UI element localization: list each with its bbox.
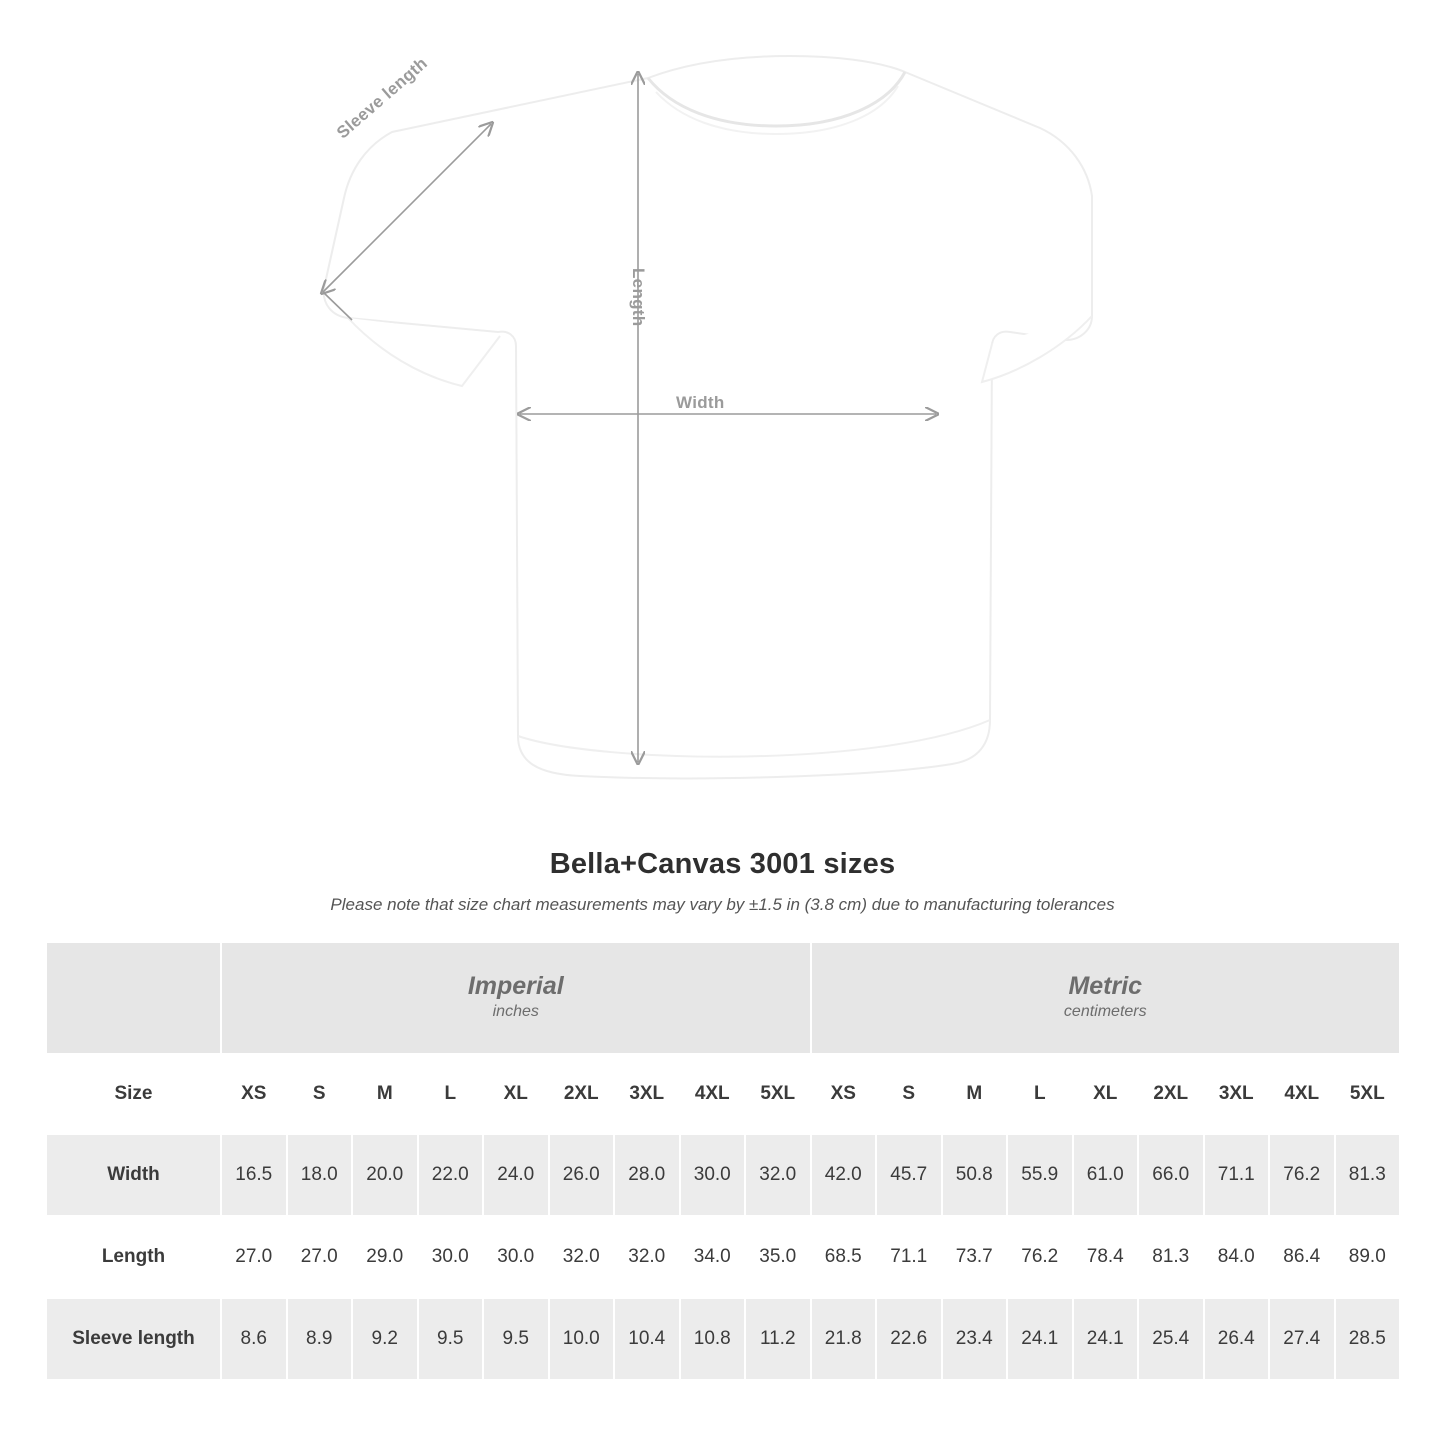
size-header-cell: XL: [483, 1054, 549, 1134]
unit-sub-imperial: inches: [492, 1003, 539, 1021]
size-header-cell: 2XL: [1138, 1054, 1204, 1134]
table-cell: 50.8: [942, 1134, 1008, 1216]
table-cell: 42.0: [811, 1134, 877, 1216]
unit-header-metric: [811, 942, 1401, 1054]
table-cell: 30.0: [483, 1216, 549, 1298]
size-table: [45, 941, 1401, 1381]
size-header-cell: 3XL: [1204, 1054, 1270, 1134]
table-cell: 45.7: [876, 1134, 942, 1216]
table-cell: 16.5: [221, 1134, 287, 1216]
table-cell: 24.0: [483, 1134, 549, 1216]
size-header-cell: XS: [221, 1054, 287, 1134]
table-cell: 76.2: [1269, 1134, 1335, 1216]
table-cell: 73.7: [942, 1216, 1008, 1298]
table-cell: 86.4: [1269, 1216, 1335, 1298]
size-header-cell: 3XL: [614, 1054, 680, 1134]
table-cell: 84.0: [1204, 1216, 1270, 1298]
table-cell: 81.3: [1138, 1216, 1204, 1298]
table-cell: 8.6: [221, 1298, 287, 1380]
table-cell: 23.4: [942, 1298, 1008, 1380]
unit-header-row: [46, 942, 1400, 1054]
unit-header-imperial: [221, 942, 811, 1054]
table-cell: 89.0: [1335, 1216, 1401, 1298]
table-cell: 68.5: [811, 1216, 877, 1298]
table-cell: 26.4: [1204, 1298, 1270, 1380]
width-label: Width: [676, 393, 725, 412]
size-header-cell: L: [1007, 1054, 1073, 1134]
table-cell: 28.5: [1335, 1298, 1401, 1380]
table-cell: 30.0: [418, 1216, 484, 1298]
title-block: [0, 848, 1445, 915]
table-cell: 81.3: [1335, 1134, 1401, 1216]
table-cell: 9.5: [483, 1298, 549, 1380]
table-cell: 35.0: [745, 1216, 811, 1298]
table-cell: 24.1: [1007, 1298, 1073, 1380]
table-cell: 66.0: [1138, 1134, 1204, 1216]
table-cell: 32.0: [745, 1134, 811, 1216]
table-cell: 10.8: [680, 1298, 746, 1380]
page-title: Bella+Canvas 3001 sizes: [549, 848, 896, 880]
table-cell: 27.4: [1269, 1298, 1335, 1380]
size-header-cell: XS: [811, 1054, 877, 1134]
table-cell: 27.0: [287, 1216, 353, 1298]
size-header-row: [46, 1054, 1400, 1134]
size-table-wrap: [45, 941, 1400, 1381]
table-cell: 30.0: [680, 1134, 746, 1216]
size-header-cell: L: [418, 1054, 484, 1134]
table-cell: 24.1: [1073, 1298, 1139, 1380]
table-cell: 71.1: [876, 1216, 942, 1298]
size-header-cell: 4XL: [680, 1054, 746, 1134]
table-row: [46, 1216, 1400, 1298]
row-label-length: Length: [46, 1216, 221, 1298]
table-cell: 18.0: [287, 1134, 353, 1216]
size-header-cell: XL: [1073, 1054, 1139, 1134]
table-cell: 71.1: [1204, 1134, 1270, 1216]
unit-header-spacer: [46, 942, 221, 1054]
table-cell: 22.0: [418, 1134, 484, 1216]
table-cell: 10.0: [549, 1298, 615, 1380]
table-cell: 10.4: [614, 1298, 680, 1380]
size-header-cell: M: [942, 1054, 1008, 1134]
table-cell: 9.5: [418, 1298, 484, 1380]
table-row: [46, 1298, 1400, 1380]
table-cell: 61.0: [1073, 1134, 1139, 1216]
table-cell: 8.9: [287, 1298, 353, 1380]
table-row: [46, 1134, 1400, 1216]
table-cell: 20.0: [352, 1134, 418, 1216]
table-cell: 29.0: [352, 1216, 418, 1298]
shirt-shape: [324, 53, 1092, 778]
table-cell: 25.4: [1138, 1298, 1204, 1380]
table-cell: 28.0: [614, 1134, 680, 1216]
unit-name-imperial: Imperial: [467, 971, 564, 1000]
size-header-cell: 5XL: [745, 1054, 811, 1134]
table-cell: 32.0: [549, 1216, 615, 1298]
table-cell: 55.9: [1007, 1134, 1073, 1216]
sleeve-length-label: Sleeve length: [333, 53, 432, 143]
unit-name-metric: Metric: [1068, 971, 1143, 1000]
table-cell: 9.2: [352, 1298, 418, 1380]
size-header-cell: S: [876, 1054, 942, 1134]
table-cell: 22.6: [876, 1298, 942, 1380]
table-cell: 21.8: [811, 1298, 877, 1380]
size-header-cell: 5XL: [1335, 1054, 1401, 1134]
table-cell: 78.4: [1073, 1216, 1139, 1298]
tolerance-note: Please note that size chart measurements may vary by ±1.5 in (3.8 cm) due to manufacturing tolerances: [330, 895, 1115, 914]
table-cell: 76.2: [1007, 1216, 1073, 1298]
table-cell: 11.2: [745, 1298, 811, 1380]
size-header-cell: 4XL: [1269, 1054, 1335, 1134]
size-header-cell: 2XL: [549, 1054, 615, 1134]
table-cell: 26.0: [549, 1134, 615, 1216]
table-cell: 27.0: [221, 1216, 287, 1298]
size-header-label: Size: [46, 1054, 221, 1134]
size-header-cell: S: [287, 1054, 353, 1134]
row-label-width: Width: [46, 1134, 221, 1216]
table-cell: 32.0: [614, 1216, 680, 1298]
row-label-sleeve-length: Sleeve length: [46, 1298, 221, 1380]
size-header-cell: M: [352, 1054, 418, 1134]
length-label: Length: [629, 268, 648, 327]
table-cell: 34.0: [680, 1216, 746, 1298]
unit-sub-metric: centimeters: [1063, 1003, 1147, 1021]
